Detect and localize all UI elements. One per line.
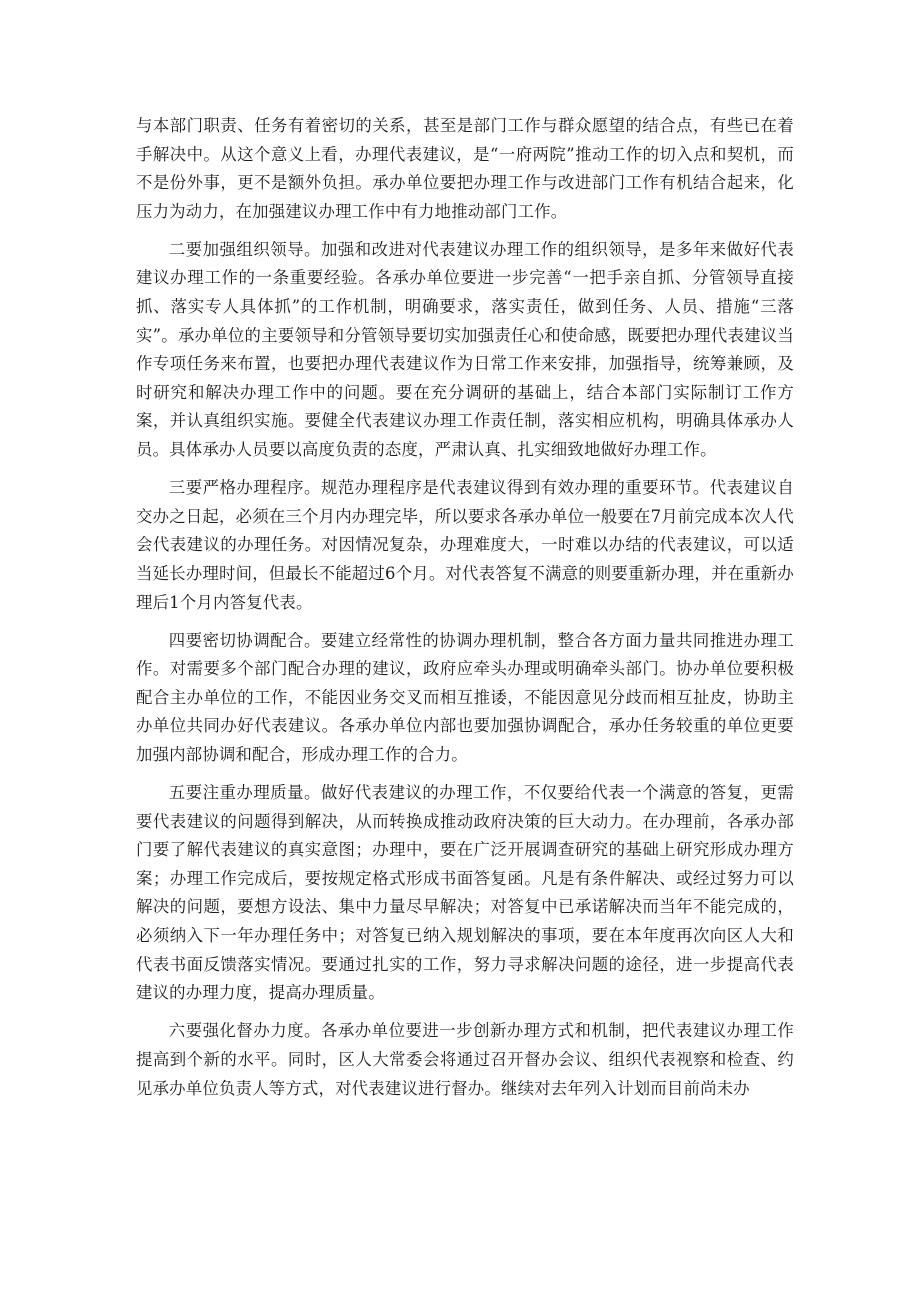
- paragraph-supervision: 六要强化督办力度。各承办单位要进一步创新办理方式和机制，把代表建议办理工作提高到个新的水平。同时，区人大常委会将通过召开督办会议、组织代表视察和检查、约见承办单位负责人等方式，对代表建议进行督办。继续对去年列入计划而目前尚未办: [136, 1021, 794, 1098]
- paragraph-continued: 与本部门职责、任务有着密切的关系，甚至是部门工作与群众愿望的结合点，有些已在着手解决中。从这个意义上看，办理代表建议，是“一府两院”推动工作的切入点和契机，而不是份外事，更不是额外负担。承办单位要把办理工作与改进部门工作有机结合起来，化压力为动力，在加强建议办理工作中有力地推动部门工作。: [136, 116, 794, 221]
- document-body: [136, 112, 794, 1113]
- paragraph-handling-procedure: 三要严格办理程序。规范办理程序是代表建议得到有效办理的重要环节。代表建议自交办之日起，必须在三个月内办理完毕，所以要求各承办单位一般要在7月前完成本次人代会代表建议的办理任务。对因情况复杂，办理难度大，一时难以办结的代表建议，可以适当延长办理时间，但最长不能超过6个月。对代表答复不满意的则要重新办理，并在重新办理后1个月内答复代表。: [136, 478, 794, 612]
- paragraph-coordination: 四要密切协调配合。要建立经常性的协调办理机制，整合各方面力量共同推进办理工作。对需要多个部门配合办理的建议，政府应牵头办理或明确牵头部门。协办单位要积极配合主办单位的工作，不能因业务交叉而相互推诿，不能因意见分歧而相互扯皮，协助主办单位共同办好代表建议。各承办单位内部也要加强协调配合，承办任务较重的单位更要加强内部协调和配合，形成办理工作的合力。: [136, 630, 794, 764]
- paragraph-organization-leadership: 二要加强组织领导。加强和改进对代表建议办理工作的组织领导，是多年来做好代表建议办理工作的一条重要经验。各承办单位要进一步完善“一把手亲自抓、分管领导直接抓、落实专人具体抓”的工作机制，明确要求，落实责任，做到任务、人员、措施“三落实”。承办单位的主要领导和分管领导要切实加强责任心和使命感，既要把办理代表建议当作专项任务来布置，也要把办理代表建议作为日常工作来安排，加强指导，统筹兼顾，及时研究和解决办理工作中的问题。要在充分调研的基础上，结合本部门实际制订工作方案，并认真组织实施。要健全代表建议办理工作责任制，落实相应机构，明确具体承办人员。具体承办人员要以高度负责的态度，严肃认真、扎实细致地做好办理工作。: [136, 239, 794, 460]
- paragraph-handling-quality: 五要注重办理质量。做好代表建议的办理工作，不仅要给代表一个满意的答复，更需要代表建议的问题得到解决，从而转换成推动政府决策的巨大动力。在办理前，各承办部门要了解代表建议的真实意图；办理中，要在广泛开展调查研究的基础上研究形成办理方案；办理工作完成后，要按规定格式形成书面答复函。凡是有条件解决、或经过努力可以解决的问题，要想方设法、集中力量尽早解决；对答复中已承诺解决而当年不能完成的，必须纳入下一年办理任务中；对答复已纳入规划解决的事项，要在本年度再次向区人大和代表书面反馈落实情况。要通过扎实的工作，努力寻求解决问题的途径，进一步提高代表建议的办理力度，提高办理质量。: [136, 783, 794, 1003]
